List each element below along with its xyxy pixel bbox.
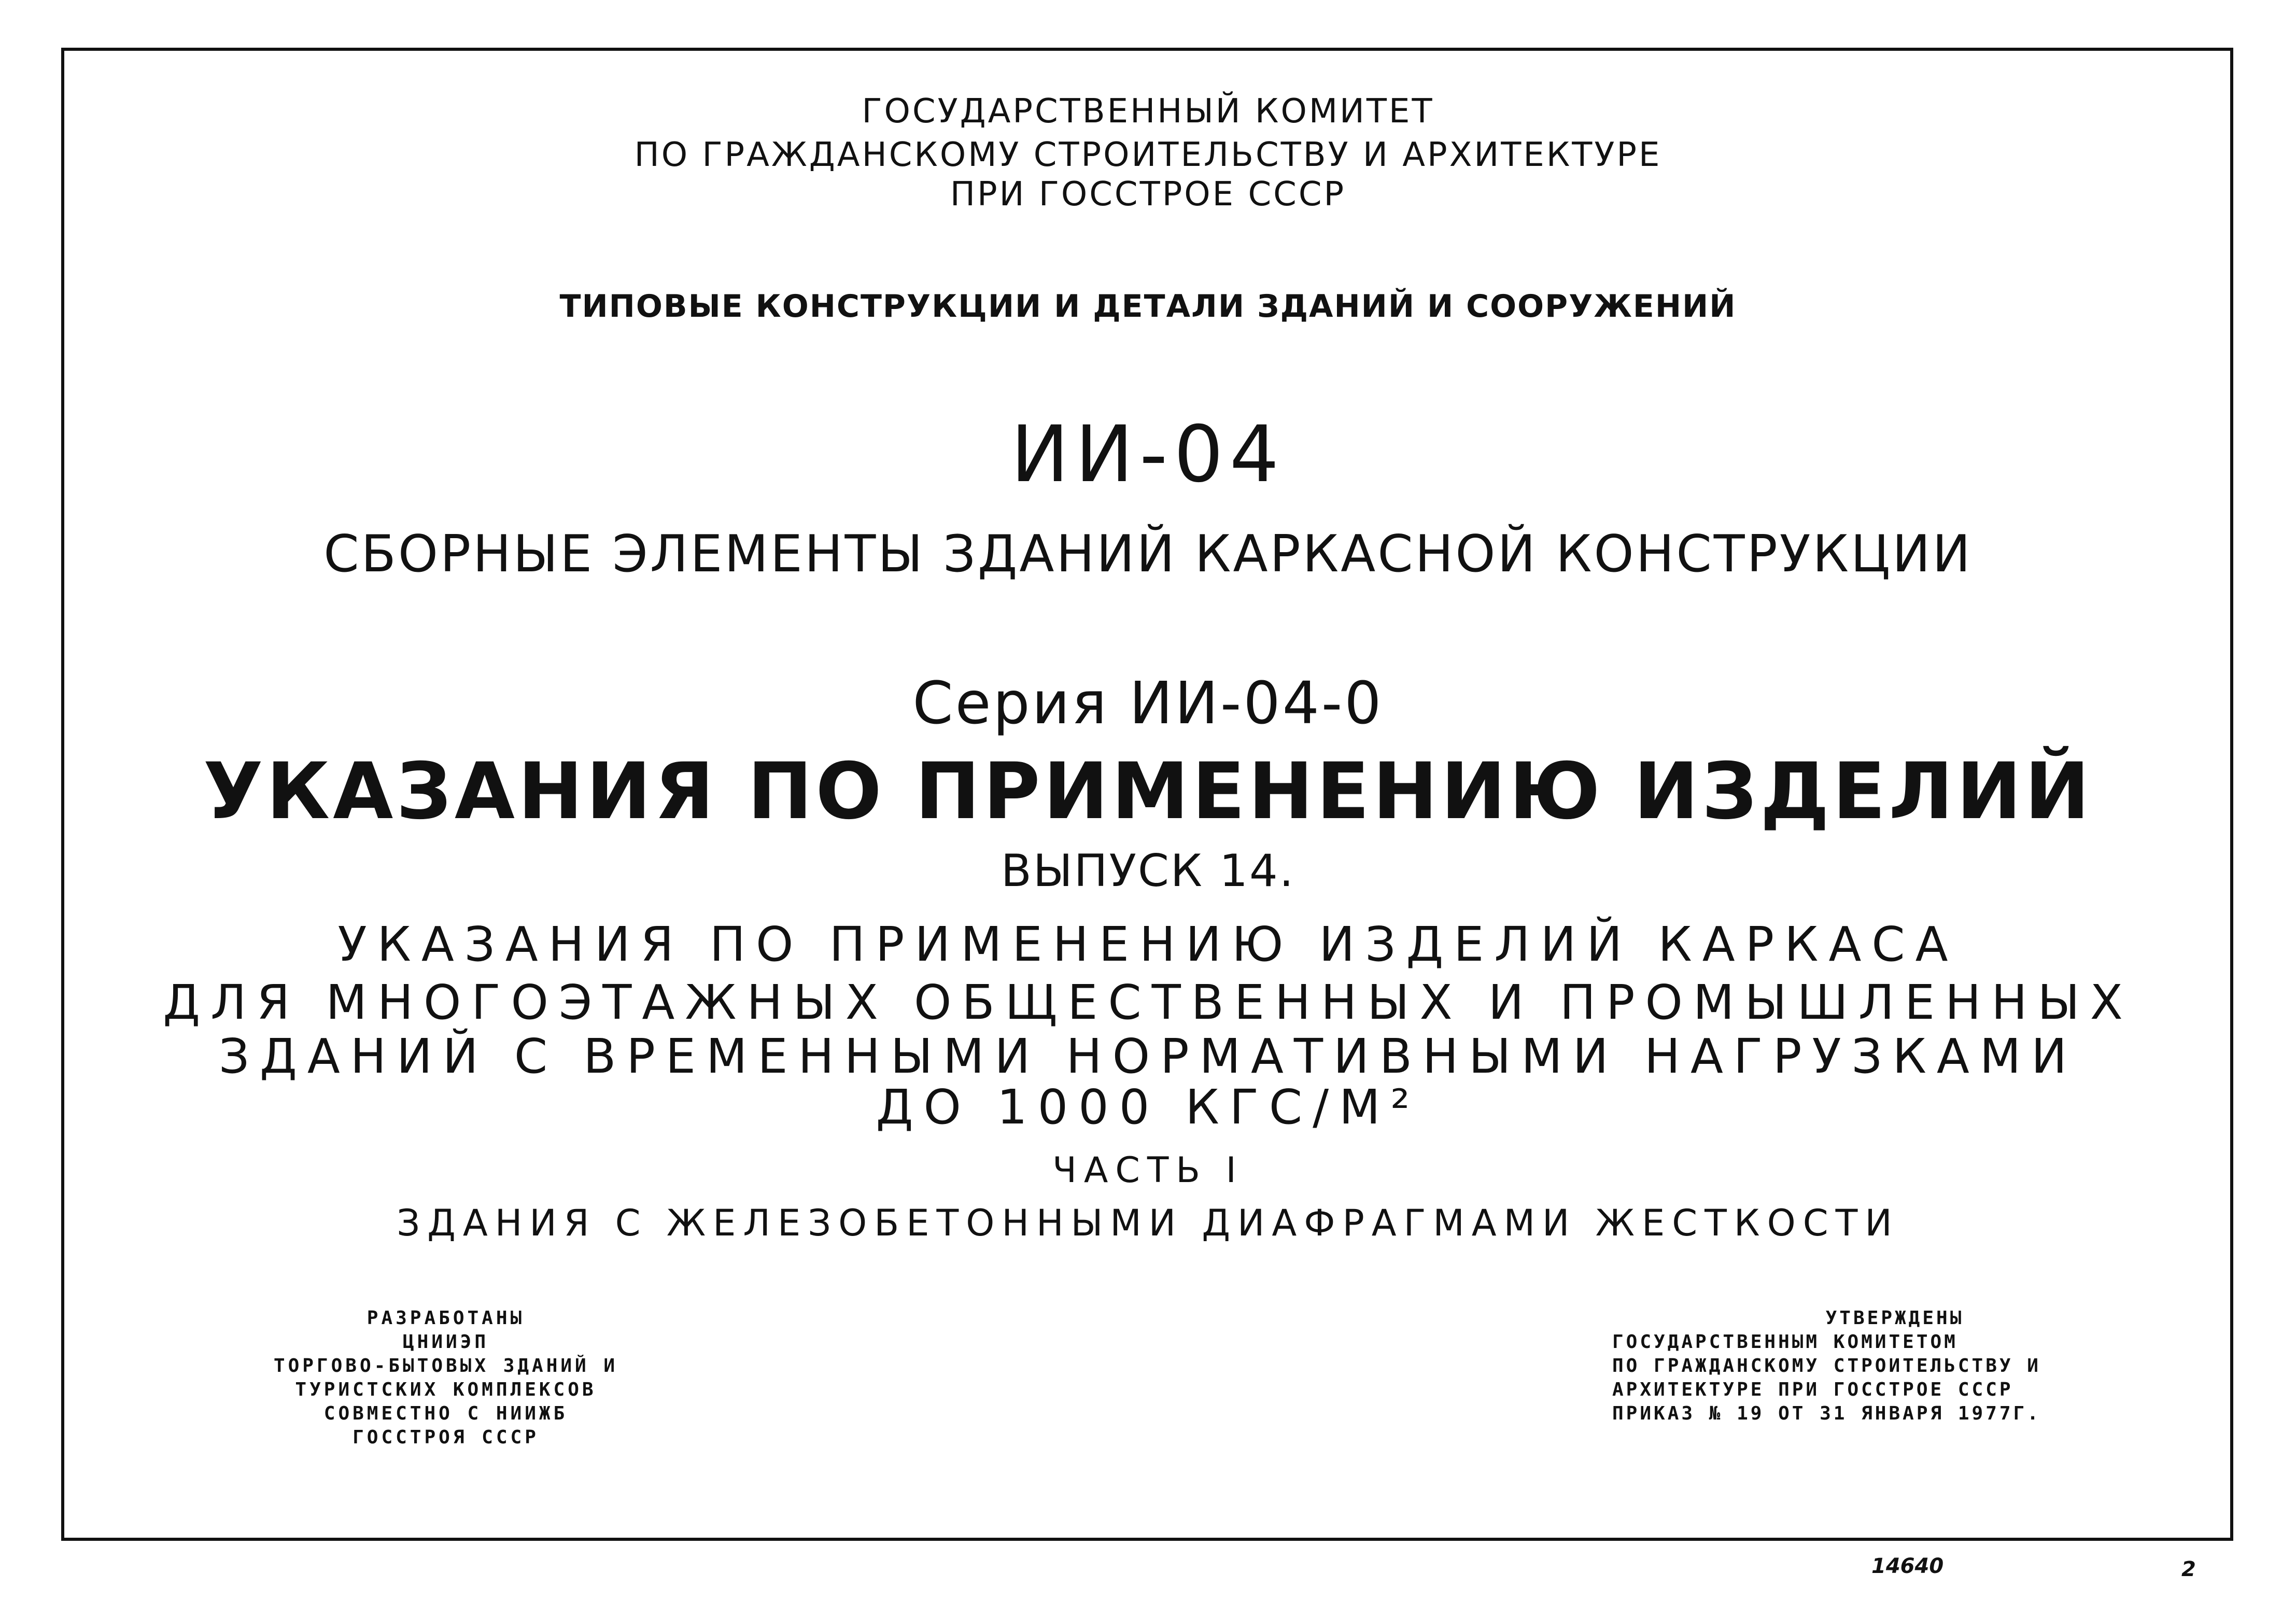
series-label: Серия ИИ-04-0 bbox=[912, 670, 1384, 737]
series-code: ИИ-04 bbox=[1010, 410, 1286, 500]
developed-by-block bbox=[223, 1306, 669, 1450]
approved-heading: УТВЕРЖДЕНЫ bbox=[1825, 1308, 1964, 1329]
issue-label: ВЫПУСК 14. bbox=[1001, 845, 1295, 897]
approved-line-1: ГОСУДАРСТВЕННЫМ КОМИТЕТОМ bbox=[1612, 1331, 1958, 1353]
description-line-1: УКАЗАНИЯ ПО ПРИМЕНЕНИЮ ИЗДЕЛИЙ КАРКАСА bbox=[337, 917, 1959, 972]
approved-line-3: АРХИТЕКТУРЕ ПРИ ГОССТРОЕ СССР bbox=[1612, 1379, 2013, 1401]
header-committee: ГОСУДАРСТВЕННЫЙ КОМИТЕТ bbox=[862, 92, 1434, 131]
developed-line-2: ТУРИСТСКИХ КОМПЛЕКСОВ bbox=[295, 1379, 597, 1401]
typical-structures-heading: ТИПОВЫЕ КОНСТРУКЦИИ И ДЕТАЛИ ЗДАНИЙ И СООРУЖЕНИЙ bbox=[559, 288, 1737, 325]
header-gosstroy: ПРИ ГОССТРОЕ СССР bbox=[950, 175, 1346, 214]
description-line-4: ДО 1000 КГС/М² bbox=[876, 1079, 1420, 1135]
description-line-2: ДЛЯ МНОГОЭТАЖНЫХ ОБЩЕСТВЕННЫХ И ПРОМЫШЛЕННЫХ bbox=[163, 975, 2133, 1030]
developed-line-3: СОВМЕСТНО С НИИЖБ bbox=[323, 1403, 568, 1425]
approved-by-block bbox=[1612, 1306, 2177, 1426]
approved-line-4: ПРИКАЗ № 19 ОТ 31 ЯНВАРЯ 1977Г. bbox=[1612, 1403, 2041, 1425]
developed-org: ЦНИИЭП bbox=[402, 1331, 489, 1353]
header-committee-scope: ПО ГРАЖДАНСКОМУ СТРОИТЕЛЬСТВУ И АРХИТЕКТУРЕ bbox=[634, 136, 1662, 174]
developed-line-1: ТОРГОВО-БЫТОВЫХ ЗДАНИЙ И bbox=[273, 1355, 618, 1377]
developed-heading: РАЗРАБОТАНЫ bbox=[367, 1308, 525, 1329]
approved-line-2: ПО ГРАЖДАНСКОМУ СТРОИТЕЛЬСТВУ И bbox=[1612, 1355, 2041, 1377]
document-number: 14640 bbox=[1871, 1554, 1944, 1578]
part-label: ЧАСТЬ I bbox=[1052, 1150, 1244, 1191]
page-number: 2 bbox=[2181, 1557, 2196, 1581]
main-title: УКАЗАНИЯ ПО ПРИМЕНЕНИЮ ИЗДЕЛИЙ bbox=[203, 747, 2093, 837]
collection-title: СБОРНЫЕ ЭЛЕМЕНТЫ ЗДАНИЙ КАРКАСНОЙ КОНСТРУКЦИИ bbox=[323, 525, 1973, 584]
developed-line-4: ГОССТРОЯ СССР bbox=[353, 1427, 539, 1449]
description-line-3: ЗДАНИЙ С ВРЕМЕННЫМИ НОРМАТИВНЫМИ НАГРУЗКАМИ bbox=[218, 1029, 2078, 1084]
part-subtitle: ЗДАНИЯ С ЖЕЛЕЗОБЕТОННЫМИ ДИАФРАГМАМИ ЖЕСТКОСТИ bbox=[397, 1202, 1899, 1244]
